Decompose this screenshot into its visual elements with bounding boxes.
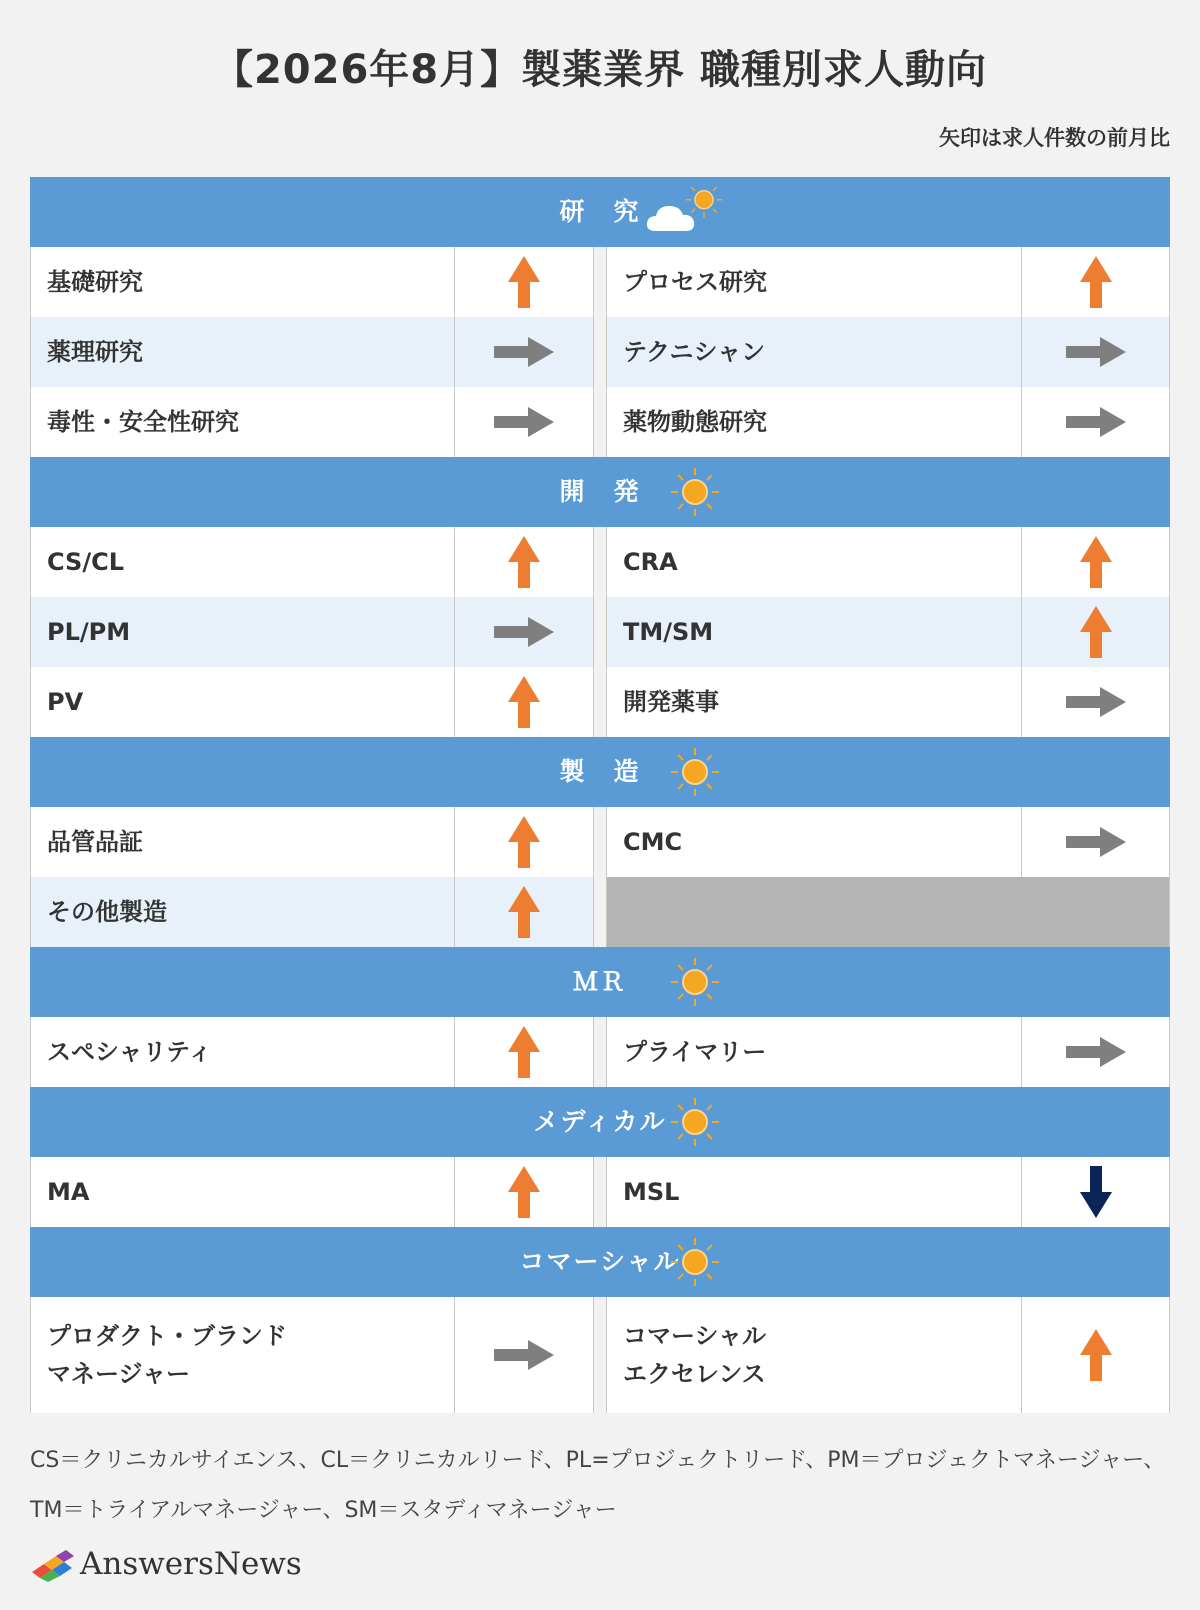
arrow-right-icon bbox=[492, 1338, 556, 1372]
job-category-name: プロダクト・ブランド マネージャー bbox=[31, 1297, 455, 1413]
trend-cell bbox=[1022, 527, 1169, 597]
arrow-up-icon bbox=[1078, 604, 1114, 660]
left-column bbox=[30, 527, 594, 737]
arrow-up-icon bbox=[1078, 534, 1114, 590]
partly-cloudy-icon bbox=[642, 187, 732, 237]
section-header bbox=[30, 1227, 1170, 1297]
job-category-name: プライマリー bbox=[607, 1017, 1022, 1087]
right-column bbox=[606, 1157, 1170, 1227]
trend-cell bbox=[455, 387, 593, 457]
arrow-up-icon bbox=[1078, 1327, 1114, 1383]
arrow-up-icon bbox=[506, 884, 542, 940]
answersnews-logo bbox=[30, 1544, 302, 1584]
trend-cell bbox=[455, 317, 593, 387]
table-row bbox=[31, 807, 593, 877]
job-category-name: プロセス研究 bbox=[607, 247, 1022, 317]
arrow-legend-note: 矢印は求人件数の前月比 bbox=[939, 126, 1170, 150]
section-title: コマーシャル bbox=[519, 1247, 681, 1276]
left-column bbox=[30, 1297, 594, 1413]
trend-cell bbox=[455, 807, 593, 877]
job-category-name: テクニシャン bbox=[607, 317, 1022, 387]
trend-cell bbox=[455, 247, 593, 317]
arrow-right-icon bbox=[492, 615, 556, 649]
arrow-right-icon bbox=[492, 335, 556, 369]
job-category-name: 品管品証 bbox=[31, 807, 455, 877]
job-category-name: MSL bbox=[607, 1157, 1022, 1227]
table-row bbox=[31, 317, 593, 387]
trend-cell bbox=[455, 1157, 593, 1227]
trend-cell bbox=[455, 527, 593, 597]
job-category-name: PL/PM bbox=[31, 597, 455, 667]
section-header bbox=[30, 737, 1170, 807]
arrow-right-icon bbox=[1064, 405, 1128, 439]
page-title: 【2026年8月】製薬業界 職種別求人動向 bbox=[212, 47, 988, 93]
job-category-name: CMC bbox=[607, 807, 1022, 877]
left-column bbox=[30, 1017, 594, 1087]
job-category-name: その他製造 bbox=[31, 877, 455, 947]
arrow-down-icon bbox=[1078, 1164, 1114, 1220]
trend-cell bbox=[455, 1017, 593, 1087]
job-category-name: CRA bbox=[607, 527, 1022, 597]
job-category-name: TM/SM bbox=[607, 597, 1022, 667]
job-category-name: 薬物動態研究 bbox=[607, 387, 1022, 457]
arrow-up-icon bbox=[506, 1024, 542, 1080]
arrow-right-icon bbox=[492, 405, 556, 439]
table-row bbox=[607, 1157, 1169, 1227]
section-header bbox=[30, 177, 1170, 247]
table-row bbox=[607, 597, 1169, 667]
section-title: 製 造 bbox=[559, 757, 641, 786]
arrow-up-icon bbox=[506, 534, 542, 590]
table-row bbox=[31, 247, 593, 317]
arrow-up-icon bbox=[1078, 254, 1114, 310]
section-title: 開 発 bbox=[559, 477, 641, 506]
section-rows bbox=[30, 807, 1170, 947]
trend-cell bbox=[455, 877, 593, 947]
job-category-name: 毒性・安全性研究 bbox=[31, 387, 455, 457]
section-rows bbox=[30, 1297, 1170, 1413]
right-column bbox=[606, 247, 1170, 457]
puzzle-logo-icon bbox=[30, 1546, 74, 1582]
section-rows bbox=[30, 1017, 1170, 1087]
table-row bbox=[31, 1297, 593, 1413]
trend-cell bbox=[1022, 1017, 1169, 1087]
trend-cell bbox=[1022, 247, 1169, 317]
section-header bbox=[30, 1087, 1170, 1157]
table-row bbox=[607, 667, 1169, 737]
table-row bbox=[607, 807, 1169, 877]
sun-icon bbox=[650, 957, 740, 1007]
section-rows bbox=[30, 247, 1170, 457]
table-row bbox=[31, 667, 593, 737]
sun-icon bbox=[650, 1237, 740, 1287]
table-row bbox=[31, 1017, 593, 1087]
abbreviation-footnote: CS＝クリニカルサイエンス、CL＝クリニカルリード、PL=プロジェクトリード、PM＝プロジェクトマネージャー、TM＝トライアルマネージャー、SM＝スタディマネージャー bbox=[30, 1448, 1166, 1523]
arrow-right-icon bbox=[1064, 335, 1128, 369]
left-column bbox=[30, 1157, 594, 1227]
right-column bbox=[606, 527, 1170, 737]
job-category-name: PV bbox=[31, 667, 455, 737]
job-category-name: スペシャリティ bbox=[31, 1017, 455, 1087]
empty-cell bbox=[607, 877, 1169, 947]
table-row bbox=[607, 387, 1169, 457]
section-rows bbox=[30, 1157, 1170, 1227]
trend-cell bbox=[1022, 1157, 1169, 1227]
arrow-up-icon bbox=[506, 1164, 542, 1220]
trend-cell bbox=[1022, 807, 1169, 877]
trend-cell bbox=[1022, 387, 1169, 457]
right-column bbox=[606, 1017, 1170, 1087]
job-category-name: 開発薬事 bbox=[607, 667, 1022, 737]
sun-icon bbox=[650, 747, 740, 797]
table-row bbox=[607, 317, 1169, 387]
arrow-right-icon bbox=[1064, 685, 1128, 719]
arrow-right-icon bbox=[1064, 825, 1128, 859]
right-column bbox=[606, 807, 1170, 947]
table-row bbox=[31, 597, 593, 667]
section-title: ＭＲ bbox=[572, 967, 627, 996]
job-trend-table bbox=[30, 177, 1170, 1413]
job-category-name: 薬理研究 bbox=[31, 317, 455, 387]
arrow-up-icon bbox=[506, 814, 542, 870]
table-row bbox=[31, 1157, 593, 1227]
table-row bbox=[31, 527, 593, 597]
section-rows bbox=[30, 527, 1170, 737]
job-category-name: MA bbox=[31, 1157, 455, 1227]
section-title: 研 究 bbox=[559, 197, 641, 226]
section-title: メディカル bbox=[533, 1107, 667, 1136]
sun-icon bbox=[650, 467, 740, 517]
sun-icon bbox=[650, 1097, 740, 1147]
trend-cell bbox=[1022, 317, 1169, 387]
logo-text: AnswersNews bbox=[80, 1546, 302, 1582]
table-row bbox=[31, 387, 593, 457]
section-header bbox=[30, 947, 1170, 1017]
table-row bbox=[607, 1297, 1169, 1413]
table-row bbox=[31, 877, 593, 947]
job-category-name: コマーシャル エクセレンス bbox=[607, 1297, 1022, 1413]
table-row bbox=[607, 527, 1169, 597]
right-column bbox=[606, 1297, 1170, 1413]
trend-cell bbox=[1022, 597, 1169, 667]
table-row bbox=[607, 247, 1169, 317]
trend-cell bbox=[455, 1297, 593, 1413]
job-category-name: CS/CL bbox=[31, 527, 455, 597]
table-row bbox=[607, 1017, 1169, 1087]
section-header bbox=[30, 457, 1170, 527]
trend-cell bbox=[1022, 1297, 1169, 1413]
arrow-right-icon bbox=[1064, 1035, 1128, 1069]
trend-cell bbox=[455, 597, 593, 667]
left-column bbox=[30, 247, 594, 457]
arrow-up-icon bbox=[506, 254, 542, 310]
arrow-up-icon bbox=[506, 674, 542, 730]
left-column bbox=[30, 807, 594, 947]
trend-cell bbox=[455, 667, 593, 737]
job-category-name: 基礎研究 bbox=[31, 247, 455, 317]
trend-cell bbox=[1022, 667, 1169, 737]
